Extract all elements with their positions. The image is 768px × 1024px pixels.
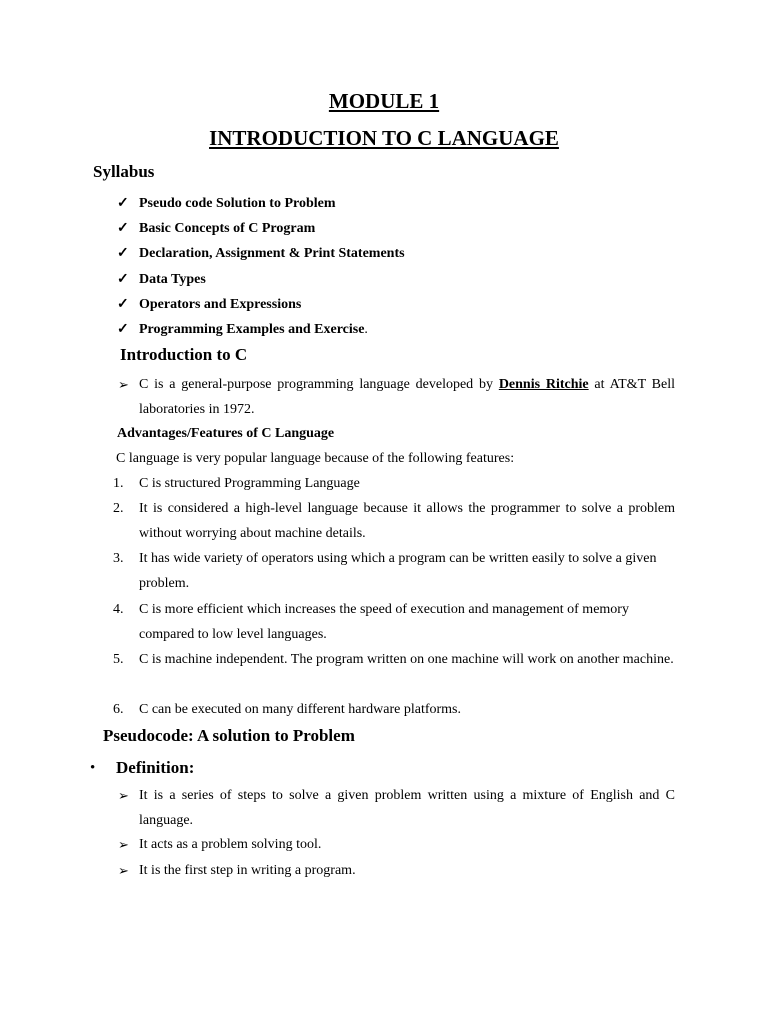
- dennis-ritchie-name: Dennis Ritchie: [498, 377, 589, 392]
- pseudocode-heading: Pseudocode: A solution to Problem: [103, 726, 355, 745]
- syllabus-item: [117, 267, 405, 292]
- syllabus-item: [117, 317, 405, 342]
- definition-item: It is the first step in writing a program.: [139, 863, 356, 878]
- checkmark-icon: ✓: [117, 271, 129, 287]
- module-heading: MODULE 1: [328, 89, 440, 113]
- advantage-item: It has wide variety of operators using which a program can be written easily to solve a given problem.: [139, 551, 657, 592]
- definition-item: It is a series of steps to solve a given problem written using a mixture of English and C language.: [139, 788, 675, 828]
- syllabus-item-label: Pseudo code Solution to Problem: [139, 196, 336, 211]
- list-number: 6.: [113, 702, 124, 717]
- advantage-item: C can be executed on many different hardware platforms.: [139, 702, 461, 717]
- syllabus-item-label: Data Types: [139, 271, 206, 287]
- page-title: INTRODUCTION TO C LANGUAGE: [209, 126, 559, 150]
- syllabus-item: [117, 216, 405, 241]
- advantage-item: It is considered a high-level language because it allows the programmer to solve a problem without worrying about machine details.: [139, 501, 675, 542]
- checkmark-icon: ✓: [117, 321, 129, 337]
- list-number: 3.: [113, 551, 124, 566]
- arrow-bullet-icon: ➢: [118, 377, 129, 392]
- checkmark-icon: ✓: [117, 296, 129, 312]
- arrow-bullet-icon: ➢: [118, 788, 129, 803]
- list-number: 2.: [113, 501, 124, 516]
- syllabus-heading: Syllabus: [93, 162, 155, 181]
- definition-heading: Definition:: [116, 758, 195, 777]
- syllabus-item-label: Declaration, Assignment & Print Statements: [139, 246, 405, 262]
- advantage-item: C is structured Programming Language: [139, 476, 360, 491]
- syllabus-item: [117, 241, 405, 266]
- syllabus-list: [117, 191, 405, 342]
- bullet-icon: •: [90, 760, 96, 776]
- syllabus-item-suffix: .: [364, 321, 368, 337]
- arrow-bullet-icon: ➢: [118, 863, 129, 878]
- arrow-bullet-icon: ➢: [118, 837, 129, 852]
- syllabus-item-label: Basic Concepts of C Program: [139, 221, 316, 237]
- checkmark-icon: ✓: [117, 196, 129, 211]
- syllabus-item-label: Operators and Expressions: [139, 296, 302, 312]
- syllabus-item-label: Programming Examples and Exercise: [139, 321, 365, 337]
- checkmark-icon: ✓: [117, 246, 129, 262]
- advantage-item: C is more efficient which increases the speed of execution and management of memory compared to low level languages.: [139, 602, 629, 643]
- list-number: 5.: [113, 652, 124, 667]
- advantage-item: C is machine independent. The program written on one machine will work on another machine.: [139, 652, 674, 667]
- advantages-lead: C language is very popular language because of the following features:: [116, 451, 515, 466]
- syllabus-item: [117, 292, 405, 317]
- list-number: 4.: [113, 602, 124, 617]
- advantages-heading: Advantages/Features of C Language: [117, 426, 335, 441]
- intro-heading: Introduction to C: [120, 345, 248, 364]
- syllabus-item: [117, 191, 405, 216]
- definition-item: It acts as a problem solving tool.: [139, 837, 322, 852]
- intro-text-before: C is a general-purpose programming language developed by: [139, 377, 499, 392]
- intro-text-after: at AT&T Bell laboratories in 1972.: [139, 377, 676, 417]
- list-number: 1.: [113, 476, 124, 491]
- checkmark-icon: ✓: [117, 221, 129, 237]
- intro-paragraph: [139, 372, 675, 422]
